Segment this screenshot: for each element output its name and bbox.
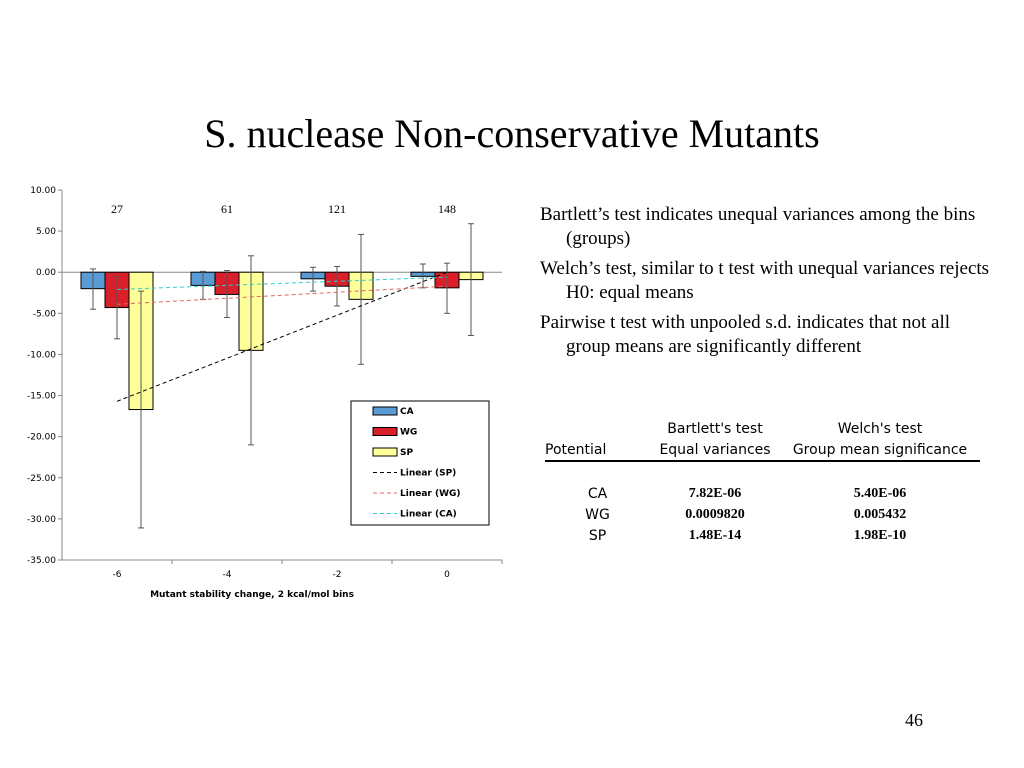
y-tick-label: -20.00: [26, 432, 56, 443]
table-header-potential: Potential: [545, 439, 650, 461]
bartlett-value: 0.0009820: [685, 506, 745, 522]
x-tick-label: 0: [444, 570, 450, 580]
table-header-cell: [545, 418, 650, 439]
legend-swatch: [373, 448, 397, 456]
legend-swatch: [373, 428, 397, 436]
y-tick-label: -10.00: [26, 350, 56, 361]
table-row: [545, 504, 980, 525]
row-label: CA: [587, 485, 608, 502]
row-label: WG: [585, 506, 610, 523]
legend-label: Linear (SP): [400, 468, 457, 479]
y-tick-label: -35.00: [26, 556, 56, 566]
welch-value: 1.98E-10: [853, 527, 907, 543]
count-label: 121: [328, 202, 346, 216]
y-tick-label: -15.00: [26, 391, 56, 402]
chart-legend: [351, 401, 489, 525]
table-header-equal-variances: Equal variances: [650, 439, 780, 461]
table-header-row-1: [545, 418, 980, 439]
x-tick-label: -2: [332, 570, 342, 580]
y-tick-label: 10.00: [30, 186, 56, 196]
legend-label: SP: [400, 448, 414, 458]
y-tick-label: -30.00: [26, 514, 56, 525]
legend-swatch: [373, 407, 397, 415]
table-header-welch: Welch's test: [837, 420, 923, 437]
trendline: [117, 272, 447, 401]
stats-table: [545, 418, 980, 546]
count-label: 27: [111, 202, 123, 216]
legend-label: WG: [400, 427, 418, 438]
legend-box: [351, 401, 489, 525]
table-header-group-mean: Group mean significance: [780, 439, 980, 461]
welch-value: 0.005432: [853, 506, 907, 522]
x-axis-label: Mutant stability change, 2 kcal/mol bins: [150, 590, 354, 600]
trendline: [117, 277, 447, 289]
y-tick-label: 0.00: [35, 268, 56, 279]
y-tick-label: -5.00: [32, 309, 56, 320]
y-tick-label: -25.00: [26, 473, 56, 484]
bullet-pairwise: Pairwise t test with unpooled s.d. indicates that not all group means are significantly different: [540, 312, 951, 357]
chart-trendlines: [117, 272, 447, 401]
trendline: [117, 286, 447, 304]
table-header-row-2: [545, 439, 980, 461]
bullet-welch: Welch’s test, similar to t test with unequal variances rejects H0: equal means: [540, 258, 990, 303]
bullet-list: [540, 203, 990, 365]
legend-label: CA: [400, 407, 414, 417]
legend-label: Linear (WG): [400, 489, 461, 499]
x-tick-label: -4: [222, 570, 232, 580]
table-spacer: [545, 461, 980, 483]
bar-chart: [0, 180, 520, 610]
slide-title: S. nuclease Non-conservative Mutants: [204, 111, 820, 156]
bartlett-value: 1.48E-14: [688, 527, 742, 543]
table-row: [545, 483, 980, 504]
bartlett-value: 7.82E-06: [688, 485, 742, 501]
x-tick-label: -6: [112, 570, 122, 580]
welch-value: 5.40E-06: [853, 485, 907, 501]
legend-label: Linear (CA): [400, 509, 457, 520]
table-header-bartlett: Bartlett's test: [667, 420, 763, 437]
y-tick-label: 5.00: [35, 227, 56, 238]
count-label: 148: [438, 202, 456, 216]
chart-axes: [27, 186, 502, 600]
page-number: 46: [905, 710, 923, 730]
count-label: 61: [221, 202, 233, 216]
table-row: [545, 525, 980, 546]
bullet-bartlett: Bartlett’s test indicates unequal variances among the bins (groups): [540, 204, 976, 249]
row-label: SP: [588, 527, 607, 544]
